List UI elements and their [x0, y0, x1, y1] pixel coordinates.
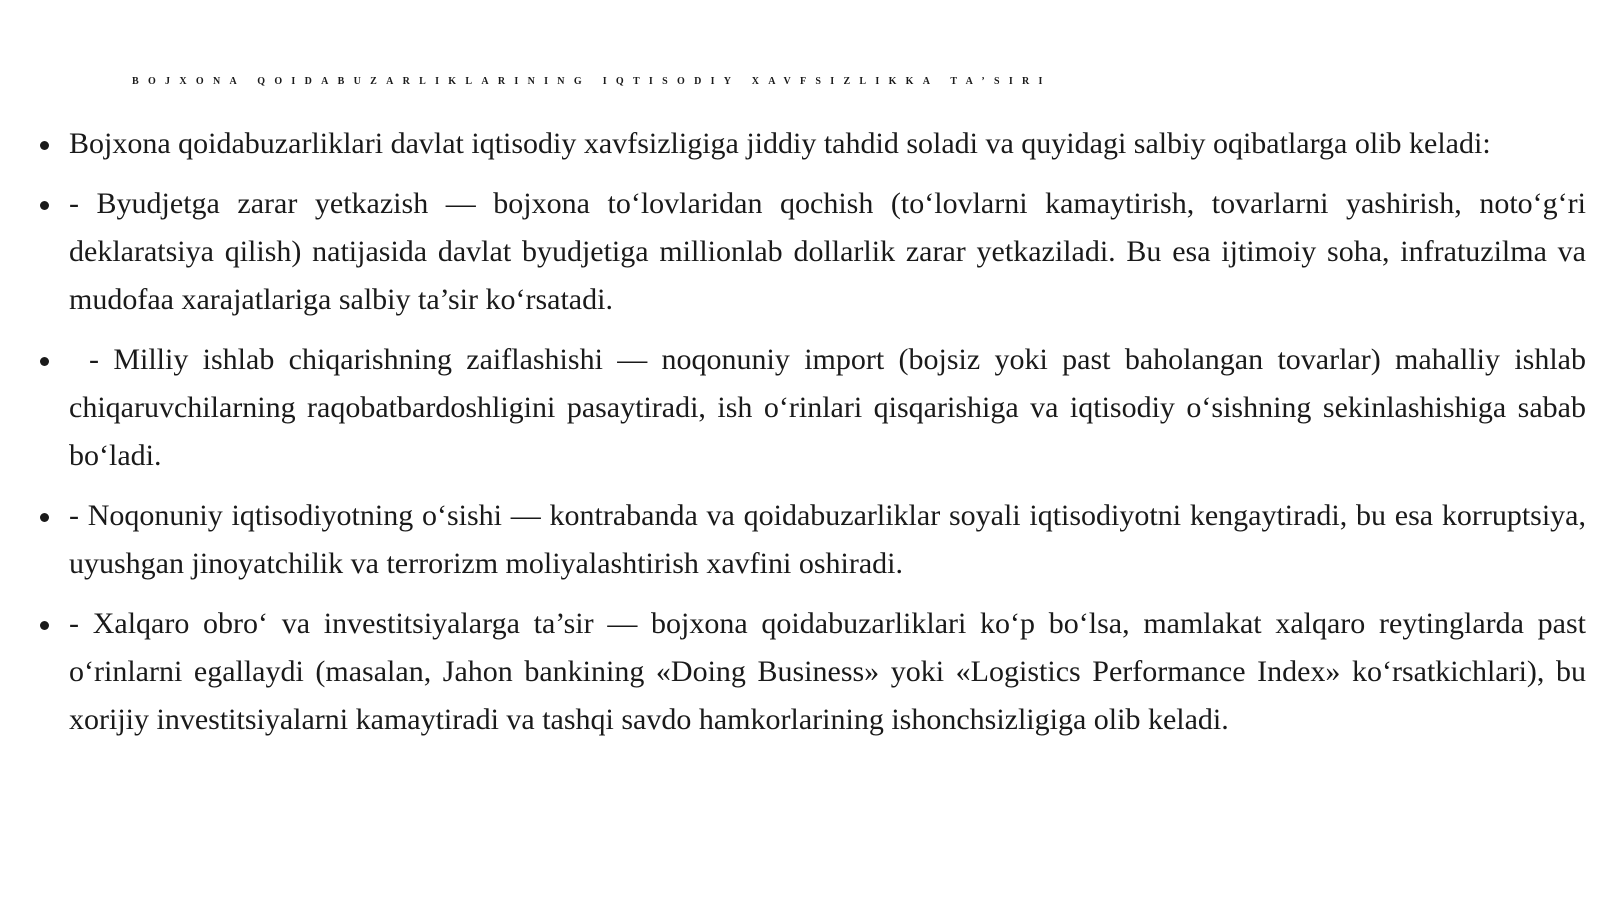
bullet-item [38, 600, 1586, 744]
slide-title: BOJXONA QOIDABUZARLIKLARINING IQTISODIY XAVFSIZLIKKA TA’SIRI [132, 76, 1052, 87]
bullet-list [38, 120, 1586, 756]
bullet-item [38, 336, 1586, 480]
bullet-text-content: - Milliy ishlab chiqarishning zaiflashishi — noqonuniy import (bojsiz yoki past baholangan tovarlar) mahalliy ishlab chiqaruvchilarning raqobatbardoshligini pasaytiradi, ish o‘rinlari qisqarishiga va iqtisodiy o‘sishning sekinlashishiga sabab bo‘ladi. [69, 343, 1586, 472]
bullet-text: - Xalqaro obro‘ va investitsiyalarga ta’sir — bojxona qoidabuzarliklari ko‘p bo‘lsa, mamlakat xalqaro reytinglarda past o‘rinlarni egallaydi (masalan, Jahon bankining «Doing Business» yoki «Logistics Performance Index» ko‘rsatkichlari), bu xorijiy investitsiyalarni kamaytiradi va tashqi savdo hamkorlarining ishonchsizligiga olib keladi. [69, 607, 1586, 736]
bullet-item [38, 492, 1586, 588]
bullet-item [38, 120, 1586, 168]
bullet-text: Bojxona qoidabuzarliklari davlat iqtisodiy xavfsizligiga jiddiy tahdid soladi va quyidagi salbiy oqibatlarga olib keladi: [69, 127, 1491, 160]
bullet-dot-icon [40, 513, 49, 522]
bullet-dot-icon [40, 141, 49, 150]
bullet-text [69, 336, 1586, 480]
bullet-text: - Noqonuniy iqtisodiyotning o‘sishi — kontrabanda va qoidabuzarliklar soyali iqtisodiyotni kengaytiradi, bu esa korruptsiya, uyushgan jinoyatchilik va terrorizm moliyalashtirish xavfini oshiradi. [69, 499, 1586, 580]
bullet-item [38, 180, 1586, 324]
bullet-dot-icon [40, 357, 49, 366]
bullet-dot-icon [40, 621, 49, 630]
bullet-dot-icon [40, 201, 49, 210]
bullet-text: - Byudjetga zarar yetkazish — bojxona to‘lovlaridan qochish (to‘lovlarni kamaytirish, tovarlarni yashirish, noto‘g‘ri deklaratsiya qilish) natijasida davlat byudjetiga millionlab dollarlik zarar yetkaziladi. Bu esa ijtimoiy soha, infratuzilma va mudofaa xarajatlariga salbiy ta’sir ko‘rsatadi. [69, 187, 1586, 316]
